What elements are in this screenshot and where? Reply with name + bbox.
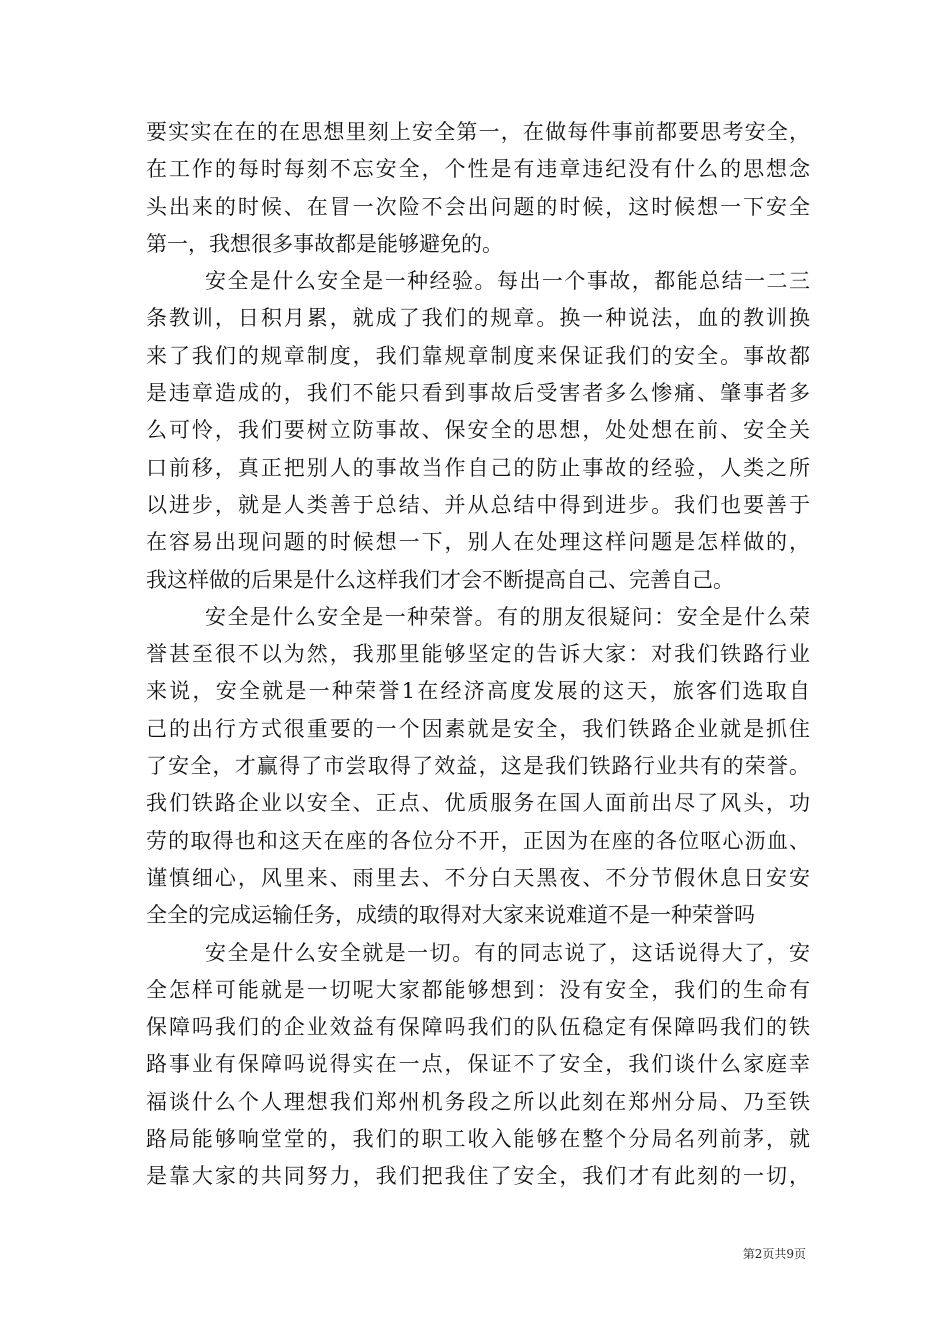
paragraph <box>146 114 810 263</box>
text-line: 来了我们的规章制度，我们靠规章制度来保证我们的安全。事故都 <box>146 343 810 368</box>
body-text <box>146 114 810 1196</box>
text-line: 安全是什么安全是一种荣誉。有的朋友很疑问：安全是什么荣 <box>205 604 810 629</box>
text-line: 第一，我想很多事故都是能够避免的。 <box>146 231 503 256</box>
text-line: 保障吗我们的企业效益有保障吗我们的队伍稳定有保障吗我们的铁 <box>146 1015 810 1040</box>
text-line: 誉甚至很不以为然，我那里能够坚定的告诉大家：对我们铁路行业 <box>146 642 810 667</box>
text-line: 来说，安全就是一种荣誉1在经济高度发展的这天，旅客们选取自 <box>146 679 810 704</box>
text-line: 头出来的时候、在冒一次险不会出问题的时候，这时候想一下安全 <box>146 194 810 219</box>
text-line: 全怎样可能就是一切呢大家都能够想到：没有安全，我们的生命有 <box>146 977 810 1002</box>
text-line: 条教训，日积月累，就成了我们的规章。换一种说法，血的教训换 <box>146 306 810 331</box>
text-line: 谨慎细心，风里来、雨里去、不分白天黑夜、不分节假休息日安安 <box>146 865 810 890</box>
page-number-footer: 第2页共9页 <box>742 1247 806 1261</box>
text-line: 是靠大家的共同努力，我们把我住了安全，我们才有此刻的一切， <box>146 1164 810 1189</box>
paragraph <box>146 935 810 1196</box>
text-line: 么可怜，我们要树立防事故、保安全的思想，处处想在前、安全关 <box>146 418 810 443</box>
text-line: 了安全，才赢得了市尝取得了效益，这是我们铁路行业共有的荣誉。 <box>146 754 810 779</box>
text-line: 全全的完成运输任务，成绩的取得对大家来说难道不是一种荣誉吗 <box>146 903 755 928</box>
text-line: 在工作的每时每刻不忘安全，个性是有违章违纪没有什么的思想念 <box>146 157 810 182</box>
text-line: 己的出行方式很重要的一个因素就是安全，我们铁路企业就是抓住 <box>146 716 810 741</box>
text-line: 安全是什么安全是一种经验。每出一个事故，都能总结一二三 <box>205 269 810 294</box>
text-line: 在容易出现问题的时候想一下，别人在处理这样问题是怎样做的， <box>146 530 810 555</box>
text-line: 安全是什么安全就是一切。有的同志说了，这话说得大了，安 <box>205 940 810 965</box>
text-line: 以进步，就是人类善于总结、并从总结中得到进步。我们也要善于 <box>146 492 810 517</box>
text-line: 路局能够响堂堂的，我们的职工收入能够在整个分局名列前茅，就 <box>146 1127 810 1152</box>
text-line: 劳的取得也和这天在座的各位分不开，正因为在座的各位呕心沥血、 <box>146 828 810 853</box>
text-line: 要实实在在的在思想里刻上安全第一，在做每件事前都要思考安全， <box>146 120 810 144</box>
text-line: 是违章造成的，我们不能只看到事故后受害者多么惨痛、肇事者多 <box>146 381 810 406</box>
text-line: 我们铁路企业以安全、正点、优质服务在国人面前出尽了风头，功 <box>146 791 810 816</box>
text-line: 我这样做的后果是什么这样我们才会不断提高自己、完善自己。 <box>146 567 734 592</box>
text-line: 口前移，真正把别人的事故当作自己的防止事故的经验，人类之所 <box>146 455 810 480</box>
paragraph <box>146 599 810 935</box>
text-line: 路事业有保障吗说得实在一点，保证不了安全，我们谈什么家庭幸 <box>146 1052 810 1077</box>
text-line: 福谈什么个人理想我们郑州机务段之所以此刻在郑州分局、乃至铁 <box>146 1089 810 1114</box>
paragraph <box>146 263 810 599</box>
